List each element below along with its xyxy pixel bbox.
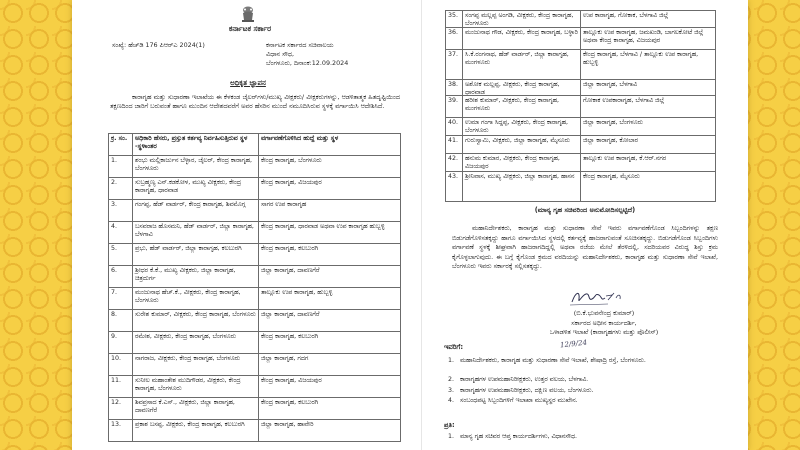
serial-number: 36. — [446, 28, 463, 50]
serial-number: 6. — [109, 266, 133, 288]
officer-details: ಮಂಜುನಾಥ ಗೌಡ, ವೀಕ್ಷಕರು, ಕೇಂದ್ರ ಕಾರಾಗೃಹ, ಬಳ್ಳಾರಿ — [463, 28, 581, 50]
officer-details: ಪ್ರಕಾಶ ಬಸಪ್ಪ, ವೀಕ್ಷಕರು, ಕೇಂದ್ರ ಕಾರಾಗೃಹ, ಕಲಬುರಗಿ — [133, 420, 259, 442]
table-row — [109, 288, 401, 310]
table-row — [109, 200, 401, 222]
transfer-table-continued — [445, 10, 716, 202]
officer-details: ನಾಗರಾಜ, ವೀಕ್ಷಕರು, ಕೇಂದ್ರ ಕಾರಾಗೃಹ, ಬೆಂಗಳೂರು — [133, 354, 259, 376]
list-item — [448, 433, 716, 442]
serial-number: 42. — [446, 154, 463, 172]
officer-details: ಗಂಗಪ್ಪ, ಹೆಡ್ ವಾರ್ಡರ್, ಕೇಂದ್ರ ಕಾರಾಗೃಹ, ಶಿವಮೊಗ್ಗ — [133, 200, 259, 222]
table-row — [109, 420, 401, 442]
memo-title: ಅಧಿಕೃತ ಜ್ಞಾಪನ — [230, 79, 266, 87]
serial-number: 13. — [109, 420, 133, 442]
copy-label: ಪ್ರತಿ: — [444, 421, 455, 429]
table-row — [446, 154, 716, 172]
list-number: 1. — [448, 357, 455, 364]
transfer-posting: ಉಪ ಕಾರಾಗೃಹ, ಗೋಕಾಕ, ಬೆಳಗಾವಿ ಜಿಲ್ಲೆ — [581, 11, 716, 28]
transfer-posting: ಸಾಗರ ಉಪ ಕಾರಾಗೃಹ — [259, 200, 401, 222]
table-body — [446, 11, 716, 202]
transfer-posting: ಕೇಂದ್ರ ಕಾರಾಗೃಹ, ಬೆಂಗಳೂರು — [259, 156, 401, 178]
serial-number: 10. — [109, 354, 133, 376]
serial-number: 37. — [446, 50, 463, 80]
table-row — [109, 156, 401, 178]
table-row — [446, 50, 716, 80]
list-item — [448, 357, 716, 374]
officer-details: ಸುನೀಲ ಮಹಾಂತೇಶ ಮುದಿಗೌಡರ, ವೀಕ್ಷಕರು, ಕೇಂದ್ರ ಕಾರಾಗೃಹ, ಬೆಂಗಳೂರು — [133, 376, 259, 398]
officer-details: ಸಂಗಪ್ಪ ಮಲ್ಲಪ್ಪ ಅಂಗಡಿ, ವೀಕ್ಷಕರು, ಕೇಂದ್ರ ಕಾರಾಗೃಹ, ಬೆಂಗಳೂರು — [463, 11, 581, 28]
office-address — [266, 41, 406, 68]
table-row — [109, 310, 401, 332]
officer-details: ಸುಬ್ರಹ್ಮಣ್ಯ ಎನ್.ಕಡಕೋಳ, ಮುಖ್ಯ ವೀಕ್ಷಕರು, ಕೇಂದ್ರ ಕಾರಾಗೃಹ, ಧಾರವಾಡ — [133, 178, 259, 200]
transfer-posting: ಜಿಲ್ಲಾ ಕಾರಾಗೃಹ, ದಾವಣಗೆರೆ — [259, 266, 401, 288]
transfer-posting: ಕೇಂದ್ರ ಕಾರಾಗೃಹ, ಮೈಸೂರು — [581, 172, 716, 202]
transfer-posting: ಜಿಲ್ಲಾ ಕಾರಾಗೃಹ, ದಾವಣಗೆರೆ — [259, 310, 401, 332]
serial-number: 3. — [109, 200, 133, 222]
office-line: ವಿಧಾನ ಸೌಧ, — [266, 50, 295, 58]
serial-number: 35. — [446, 11, 463, 28]
table-row — [446, 96, 716, 118]
table-row — [446, 11, 716, 28]
transfer-posting: ತಾಲ್ಲೂಕು ಉಪ ಕಾರಾಗೃಹ, ಕೆ.ಆರ್.ನಗರ — [581, 154, 716, 172]
officer-details: ಶ್ರೀನಿವಾಸ, ಮುಖ್ಯ ವೀಕ್ಷಕರು, ಜಿಲ್ಲಾ ಕಾರಾಗೃಹ, ಹಾಸನ — [463, 172, 581, 202]
serial-number: 7. — [109, 288, 133, 310]
recipients-label: ಇವರಿಗೆ: — [444, 343, 464, 351]
list-text: ಮಾನ್ಯ ಗೃಹ ಸಚಿವರ ಆಪ್ತ ಕಾರ್ಯದರ್ಶಿಗಳು, ವಿಧಾನಸೌಧ. — [460, 433, 578, 440]
table-row — [446, 136, 716, 154]
list-item — [448, 376, 716, 385]
reference-number: ಸಂಖ್ಯೆ: ಹೆಚ್‌ಡಿ 176 ಪಿಆರ್‌ಎ 2024(1) — [112, 41, 205, 49]
list-item — [448, 397, 716, 406]
transfer-posting: ಕೇಂದ್ರ ಕಾರಾಗೃಹ, ಕಲಬುರಗಿ — [259, 398, 401, 420]
table-row — [446, 118, 716, 136]
serial-number: 8. — [109, 310, 133, 332]
table-row — [109, 398, 401, 420]
handwritten-date: 12/9/24 — [559, 338, 588, 350]
transfer-posting: ಕೇಂದ್ರ ಕಾರಾಗೃಹ, ವಿಜಯಪುರ — [259, 376, 401, 398]
officer-details: ಹನುಮ ಕುಮಾರ, ವೀಕ್ಷಕರು, ಕೇಂದ್ರ ಕಾರಾಗೃಹ, ವಿಜಯಪುರ — [463, 154, 581, 172]
signatory-block — [528, 309, 680, 338]
officer-details: ಉಮಾ ಗಂಗಾ ಸಿದ್ದಪ್ಪ, ವೀಕ್ಷಕರು, ಕೇಂದ್ರ ಕಾರಾಗೃಹ, ಬೆಂಗಳೂರು — [463, 118, 581, 136]
list-number: 4. — [448, 397, 455, 404]
instruction-paragraph: ಮಹಾನಿರ್ದೇಶಕರು, ಕಾರಾಗೃಹ ಮತ್ತು ಸುಧಾರಣಾ ಸೇವೆ ಇವರು ವರ್ಗಾವಣೆಗೊಂಡ ಸಿಬ್ಬಂದಿಗಳನ್ನು ತಕ್ಷಣ ಬಿಡುಗಡೆಗೊಳಿಸತಕ್ಕದ್ದು ಹಾಗೂ ವರ್ಗಾಯಿಸಿದ ಸ್ಥಳದಲ್ಲಿ ಕರ್ತವ್ಯಕ್ಕೆ ಹಾಜರಾಗುವಂತೆ ಸೂಚಿಸತಕ್ಕದ್ದು. ಬಿಡುಗಡೆಗೊಂಡ ಸಿಬ್ಬಂದಿಗಳು ವರ್ಗಾವಣೆ ಸ್ಥಳಕ್ಕೆ ಶೀಘ್ರವಾಗಿ ಹಾಜರಾಗದಿದ್ದಲ್ಲಿ ಅಥವಾ ರಜೆಯ ಮೇಲೆ ತೆರಳಿದಲ್ಲಿ, ಸದರಿಯವರ ವಿರುದ್ಧ ಶಿಸ್ತು ಕ್ರಮ ಕೈಗೊಳ್ಳಲಾಗುವುದು. ಈ ಬಗ್ಗೆ ಕೈಗೊಂಡ ಕ್ರಮದ ವರದಿಯನ್ನು ಮಹಾನಿರ್ದೇಶಕರು, ಕಾರಾಗೃಹ ಮತ್ತು ಸುಧಾರಣಾ ಸೇವೆ ಇಲಾಖೆ, ಬೆಂಗಳೂರು ಇವರು ಸರ್ಕಾರಕ್ಕೆ ಸಲ್ಲಿಸತಕ್ಕದ್ದು. — [452, 224, 718, 270]
list-text: ಮಹಾನಿರ್ದೇಶಕರು, ಕಾರಾಗೃಹ ಮತ್ತು ಸುಧಾರಣಾ ಸೇವೆ ಇಲಾಖೆ, ಶೇಷಾದ್ರಿ ರಸ್ತೆ, ಬೆಂಗಳೂರು. — [460, 357, 646, 364]
table-row — [109, 266, 401, 288]
signatory-department: ಒಳಾಡಳಿತ ಇಲಾಖೆ (ಕಾರಾಗೃಹಗಳು ಮತ್ತು ಪೊಲೀಸ್) — [549, 328, 659, 336]
officer-details: ಬಸವರಾಜ ಹೊಸಮನಿ, ಹೆಡ್ ವಾರ್ಡರ್, ಜಿಲ್ಲಾ ಕಾರಾಗೃಹ, ಬೆಳಗಾವಿ — [133, 222, 259, 244]
officer-details: ಶಂಭು ಮಲ್ಲಿಕಾರ್ಜುನ ಬೆಳ್ಳಾರ, ಜೈಲರ್, ಕೇಂದ್ರ ಕಾರಾಗೃಹ, ಬೆಂಗಳೂರು — [133, 156, 259, 178]
officer-details: ಸಿ.ಕೆ.ರಂಗನಾಥ, ಹೆಡ್ ವಾರ್ಡರ್, ಜಿಲ್ಲಾ ಕಾರಾಗೃಹ, ಮಂಗಳೂರು — [463, 50, 581, 80]
officer-details: ಹರೀಶ ಕುಮಾರ್, ವೀಕ್ಷಕರು, ಕೇಂದ್ರ ಕಾರಾಗೃಹ, ಮಂಗಳೂರು — [463, 96, 581, 118]
transfer-posting: ಜಿಲ್ಲಾ ಕಾರಾಗೃಹ, ಕೋಲಾರ — [581, 136, 716, 154]
list-text: ಕಾರಾಗೃಹಗಳ ಉಪಮಹಾನಿರೀಕ್ಷಕರು, ಉತ್ತರ ವಲಯ, ಬೆಳಗಾವಿ. — [460, 376, 589, 383]
order-body-paragraph: ಕಾರಾಗೃಹ ಮತ್ತು ಸುಧಾರಣಾ ಇಲಾಖೆಯ ಈ ಕೆಳಕಂಡ ಜೈಲರ್‌ಗಳು/ಮುಖ್ಯ ವೀಕ್ಷಕರು/ ವೀಕ್ಷಕರುಗಳನ್ನು, ಆಡಳಿತಾತ್ಮಕ ಹಿತದೃಷ್ಟಿಯಿಂದ ತಕ್ಷಣದಿಂದ ಜಾರಿಗೆ ಬರುವಂತೆ ಹಾಗೂ ಮುಂದಿನ ಆದೇಶದವರೆಗೆ ಅವರ ಹೆಸರಿನ ಮುಂದೆ ನಮೂದಿಸಿರುವ ಸ್ಥಳಕ್ಕೆ ವರ್ಗಾಯಿಸಿ ಆದೇಶಿಸಿದೆ. — [110, 93, 400, 110]
list-number: 1. — [448, 433, 455, 440]
serial-number: 4. — [109, 222, 133, 244]
officer-details: ಸುರೇಶ ಕುಮಾರ್, ವೀಕ್ಷಕರು, ಕೇಂದ್ರ ಕಾರಾಗೃಹ, ಬೆಂಗಳೂರು — [133, 310, 259, 332]
transfer-posting: ಜಿಲ್ಲಾ ಕಾರಾಗೃಹ, ಹಾವೇರಿ — [259, 420, 401, 442]
order-date: ಬೆಂಗಳೂರು, ದಿನಾಂಕ:12.09.2024 — [266, 59, 349, 67]
transfer-posting: ಕೇಂದ್ರ ಕಾರಾಗೃಹ, ವಿಜಯಪುರ — [259, 178, 401, 200]
table-body — [109, 156, 401, 442]
serial-number: 41. — [446, 136, 463, 154]
table-row — [109, 178, 401, 200]
list-number: 2. — [448, 376, 455, 383]
government-title: ಕರ್ನಾಟಕ ಸರ್ಕಾರ — [228, 24, 272, 33]
transfer-posting: ಜಿಲ್ಲಾ ಕಾರಾಗೃಹ, ಬೆಂಗಳೂರು — [581, 118, 716, 136]
state-emblem-icon — [238, 5, 258, 23]
transfer-posting: ಕೇಂದ್ರ ಕಾರಾಗೃಹ, ಕಲಬುರಗಿ — [259, 332, 401, 354]
signatory-name: (ಬಿ.ಕೆ.ಭುವನೇಂದ್ರ ಕುಮಾರ್) — [573, 309, 635, 317]
serial-number: 11. — [109, 376, 133, 398]
serial-number: 38. — [446, 80, 463, 96]
signature-mark — [568, 289, 634, 307]
list-text: ಸಂಬಂಧಪಟ್ಟ ಸಿಬ್ಬಂದಿಗಳಿಗೆ ಇಲಾಖಾ ಮುಖ್ಯಸ್ಥರ ಮುಖೇನ. — [460, 397, 578, 404]
serial-number: 9. — [109, 332, 133, 354]
table-row — [109, 354, 401, 376]
serial-number: 1. — [109, 156, 133, 178]
transfer-posting: ಕೇಂದ್ರ ಕಾರಾಗೃಹ, ಧಾರವಾಡ ಅಥವಾ ಉಪ ಕಾರಾಗೃಹ ಹುಬ್ಬಳ್ಳಿ — [259, 222, 401, 244]
transfer-posting: ಜಿಲ್ಲಾ ಕಾರಾಗೃಹ, ಬೆಳಗಾವಿ — [581, 80, 716, 96]
page-fold-divider — [421, 0, 422, 450]
officer-details: ರಮೇಶ, ವೀಕ್ಷಕರು, ಕೇಂದ್ರ ಕಾರಾಗೃಹ, ಬೆಂಗಳೂರು — [133, 332, 259, 354]
table-row — [446, 28, 716, 50]
officer-details: ಪ್ರಭು, ಹೆಡ್ ವಾರ್ಡರ್, ಜಿಲ್ಲಾ ಕಾರಾಗೃಹ, ಕಲಬುರಗಿ — [133, 244, 259, 266]
serial-number: 2. — [109, 178, 133, 200]
list-text: ಕಾರಾಗೃಹಗಳ ಉಪಮಹಾನಿರೀಕ್ಷಕರು, ದಕ್ಷಿಣ ವಲಯ, ಬೆಂಗಳೂರು. — [460, 386, 594, 394]
table-row — [109, 222, 401, 244]
header-serial: ಕ್ರ. ಸಂ. — [109, 134, 133, 156]
officer-details: ಮಂಜುನಾಥ ಹೆಚ್.ಕೆ., ವೀಕ್ಷಕರು, ಕೇಂದ್ರ ಕಾರಾಗೃಹ, ಬೆಂಗಳೂರು — [133, 288, 259, 310]
approval-note: (ಮಾನ್ಯ ಗೃಹ ಸಚಿವರಿಂದ ಅನುಮೋದಿಸಲ್ಪಟ್ಟಿದೆ) — [534, 206, 636, 214]
transfer-posting: ತಾಲ್ಲೂಕು ಉಪ ಕಾರಾಗೃಹ, ಜಮಖಂಡಿ, ಬಾಗಲಕೋಟೆ ಜಿಲ್ಲೆ ಅಥವಾ ಕೇಂದ್ರ ಕಾರಾಗೃಹ, ವಿಜಯಪುರ — [581, 28, 716, 50]
recipients-list — [448, 357, 716, 408]
office-line: ಕರ್ನಾಟಕ ಸರ್ಕಾರದ ಸಚಿವಾಲಯ — [266, 41, 334, 49]
list-number: 3. — [448, 386, 455, 394]
table-row — [109, 376, 401, 398]
list-item — [448, 387, 716, 396]
table-row — [446, 80, 716, 96]
transfer-table — [108, 133, 401, 442]
transfer-posting: ಕೇಂದ್ರ ಕಾರಾಗೃಹ, ಬೆಳಗಾವಿ / ತಾಲ್ಲೂಕು ಉಪ ಕಾರಾಗೃಹ, ಹುಬ್ಬಳ್ಳಿ — [581, 50, 716, 80]
table-row — [109, 332, 401, 354]
signatory-designation: ಸರ್ಕಾರದ ಅಧೀನ ಕಾರ್ಯದರ್ಶಿ, — [571, 318, 637, 327]
serial-number: 39. — [446, 96, 463, 118]
table-row — [446, 172, 716, 202]
officer-details: ಶಿವಪ್ರಸಾದ ಕೆ.ಎಸ್., ವೀಕ್ಷಕರು, ಜಿಲ್ಲಾ ಕಾರಾಗೃಹ, ದಾವಣಗೆರೆ — [133, 398, 259, 420]
serial-number: 40. — [446, 118, 463, 136]
header-posting: ವರ್ಗಾವಣೆಗೊಳಿಸಿದ ಹುದ್ದೆ ಮತ್ತು ಸ್ಥಳ — [259, 134, 401, 156]
serial-number: 12. — [109, 398, 133, 420]
officer-details: ಶ್ರೀಧರ ಕೆ.ಕೆ., ಮುಖ್ಯ ವೀಕ್ಷಕರು, ಜಿಲ್ಲಾ ಕಾರಾಗೃಹ, ಚಿತ್ರದುರ್ಗ — [133, 266, 259, 288]
transfer-posting: ತಾಲ್ಲೂಕು ಉಪ ಕಾರಾಗೃಹ, ಹುಬ್ಬಳ್ಳಿ — [259, 288, 401, 310]
officer-details: ಗುರುಸ್ವಾಮಿ, ವೀಕ್ಷಕರು, ಜಿಲ್ಲಾ ಕಾರಾಗೃಹ, ಮೈಸೂರು — [463, 136, 581, 154]
serial-number: 5. — [109, 244, 133, 266]
table-row — [109, 244, 401, 266]
serial-number: 43. — [446, 172, 463, 202]
copy-list — [448, 433, 716, 444]
transfer-posting: ಕೇಂದ್ರ ಕಾರಾಗೃಹ, ಕಲಬುರಗಿ — [259, 244, 401, 266]
transfer-posting: ಗೋಕಾಕ ಉಪಕಾರಾಗೃಹ, ಬೆಳಗಾವಿ ಜಿಲ್ಲೆ — [581, 96, 716, 118]
table-header — [109, 134, 401, 156]
header-officer: ಅಧಿಕಾರಿ ಹೆಸರು, ಪ್ರಸ್ತುತ ಕರ್ತವ್ಯ ನಿರ್ವಹಿಸುತ್ತಿರುವ ಸ್ಥಳ -ಸ್ಥಳಾಂತರ — [133, 134, 259, 156]
officer-details: ಅಶೋಕ ಮಲ್ಲಪ್ಪ, ವೀಕ್ಷಕರು, ಕೇಂದ್ರ ಕಾರಾಗೃಹ, ಧಾರವಾಡ — [463, 80, 581, 96]
transfer-posting: ಜಿಲ್ಲಾ ಕಾರಾಗೃಹ, ಗದಗ — [259, 354, 401, 376]
